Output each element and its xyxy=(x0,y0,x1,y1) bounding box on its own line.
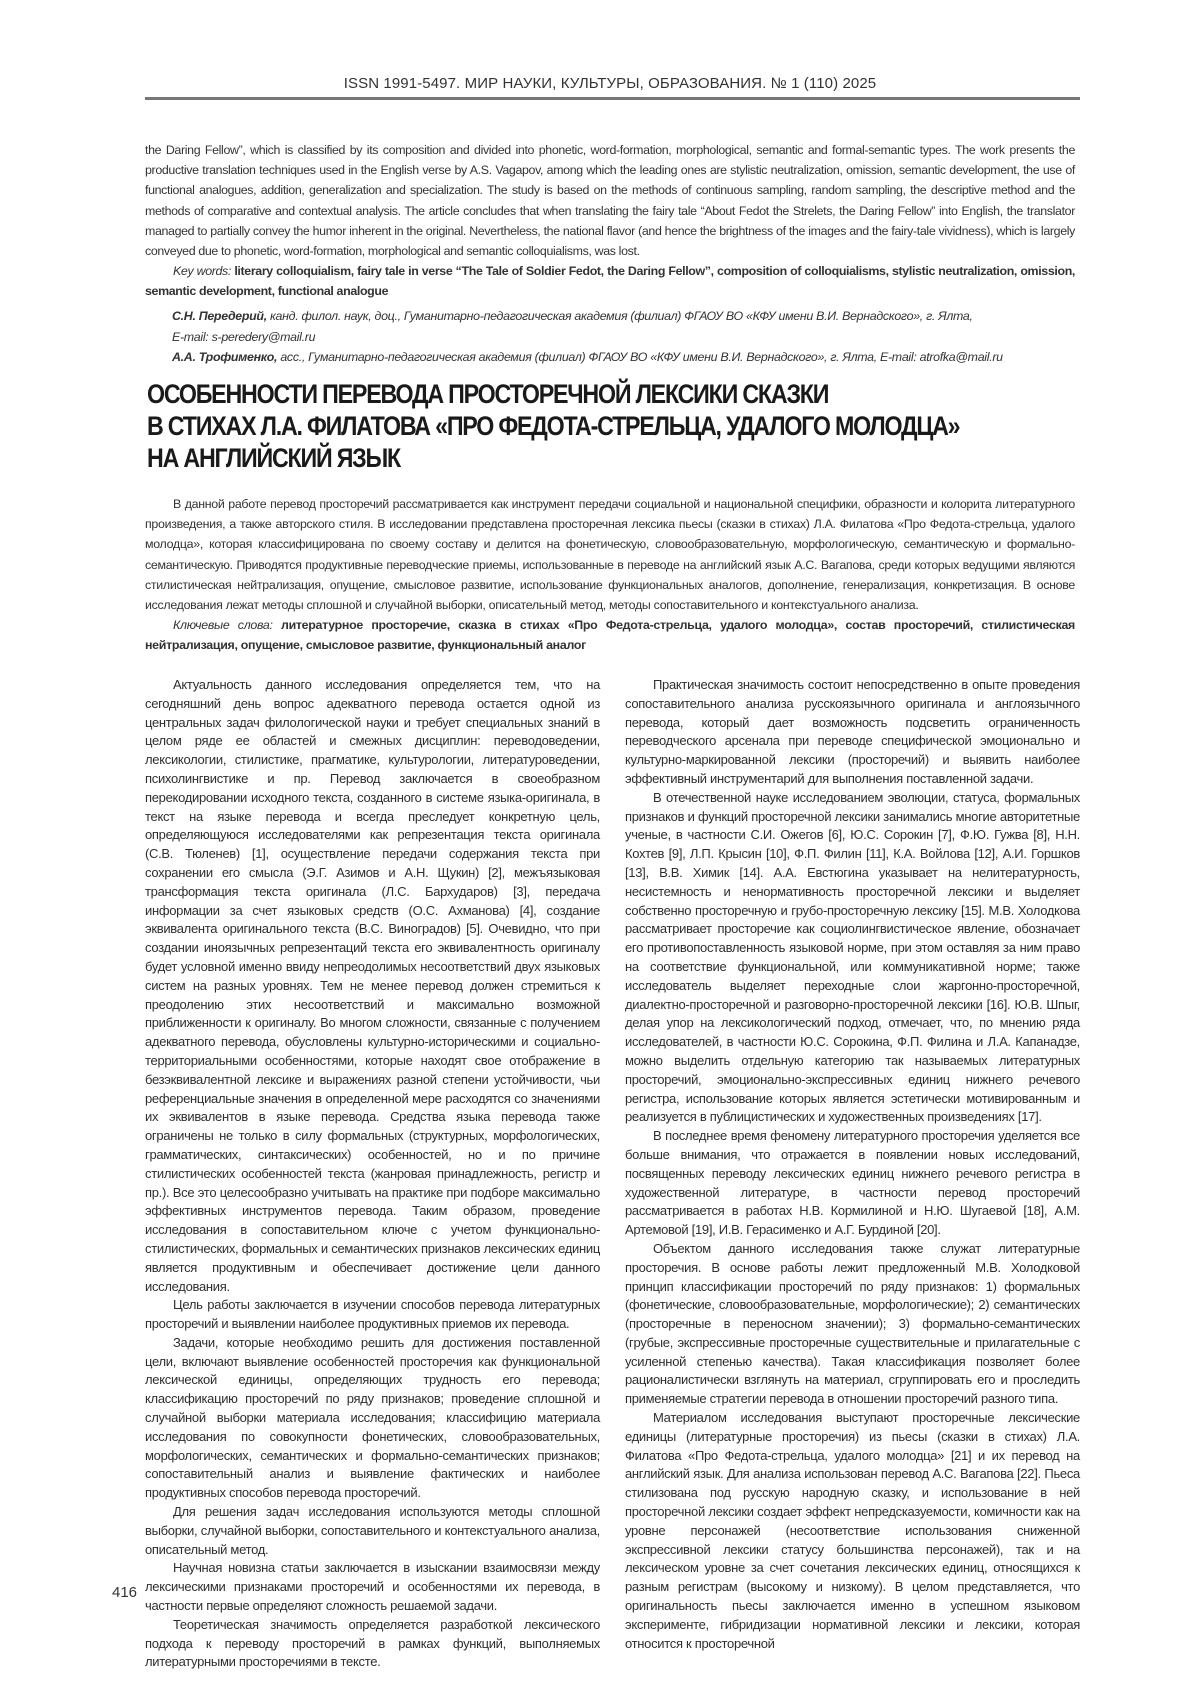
running-header: ISSN 1991-5497. МИР НАУКИ, КУЛЬТУРЫ, ОБРАЗОВАНИЯ. № 1 (110) 2025 xyxy=(343,75,877,92)
paragraph-theoretical-significance: Теоретическая значимость определяется разработкой лексического подхода к переводу просторечий в рамках функций, выполняемых литературными просторечиями в тексте. xyxy=(145,1616,600,1670)
paragraph-goal: Цель работы заключается в изучении способов перевода литературных просторечий и выявлении наиболее продуктивных приемов их перевода. xyxy=(145,1297,600,1332)
russian-keywords-text: литературное просторечие, сказка в стихах «Про Федота-стрельца, удалого молодца», состав просторечий, стилистическая нейтрализация, опущение, смысловое развитие, функциональный аналог xyxy=(145,618,1075,653)
english-keywords-text: literary colloquialism, fairy tale in verse “The Tale of Soldier Fedot, the Daring Fellow”, composition of colloquialisms, stylistic neutralization, omission, semantic development, functional analogue xyxy=(145,264,1076,299)
paragraph-literature-review: В отечественной науке исследованием эволюции, статуса, формальных признаков и функций просторечной лексики занимались многие авторитетные ученые, в частности С.И. Ожегов [6], Ю.С. Сорокин [7], Ф.Ю. Гужва [8], Н.Н. Кохтев [9], Л.П. Крысин [10], Ф.П. Филин [11], К.А. Войлова [12], А.И. Горшков [13], В.В. Химик [14]. А.А. Евстюгина указывает на нелитературность, несистемность и ненормативность просторечной лексики и выделяет собственно просторечную и грубо-просторечную лексику [15]. М.В. Холодкова рассматривает просторечие как социолингвистическое явление, обозначает его противопоставленность языковой норме, при этом оставляя за ним право на соответствие функциональной, или коммуникативной норме; также исследователь выделяет переходные слои жаргонно-просторечной, диалектно-просторечной и разговорно-просторечной лексики [16]. Ю.В. Шпыг, делая упор на лексикологический подход, отмечает, что, по мнению ряда исследователей, в частности Ю.С. Сорокина, Ф.П. Филина и Л.А. Капанадзе, можно выделить отдельную категорию так называемых литературных просторечий, эмоционально-экспрессивных единиц нижнего речевого регистра, использование которых является эстетически мотивированным и реализуется в публицистических и художественных произведениях [17]. xyxy=(625,789,1080,1125)
russian-abstract xyxy=(145,494,1075,656)
article-title xyxy=(147,378,1076,474)
paragraph-practical-significance: Практическая значимость состоит непосредственно в опыте проведения сопоставительного анализа русскоязычного оригинала и англоязычного перевода, который дает возможность подсветить ограниченность переводческого арсенала при переводе специфической эмоционально и культурно-маркированной лексики (просторечий) и выявить наиболее эффективный инструментарий для выполнения поставленной задачи. xyxy=(625,677,1080,786)
paragraph-relevance: Актуальность данного исследования определяется тем, что на сегодняшний день вопрос адекватного перевода остается одной из центральных задач филологической науки и требует специальных знаний в целом ряде ее областей и смежных дисциплин: переводоведении, лексикологии, стилистике, прагматике, культурологии, литературоведении, психолингвистике и пр. Перевод заключается в своеобразном перекодировании исходного текста, созданного в системе языка-оригинала, в текст на языке перевода и всегда преследует конкретную цель, определяющуюся исследователями как репрезентация текста оригинала (С.В. Тюленев) [1], осуществление передачи содержания текста при сохранении его смысла (Э.Г. Азимов и А.Н. Щукин) [2], межъязыковая трансформация текста оригинала (Л.С. Бархударов) [3], передача информации за счет языковых средств (О.С. Ахманова) [4], создание эквивалента оригинального текста (В.С. Виноградов) [5]. Очевидно, что при создании иноязычных репрезентаций текста его эквивалентность оригиналу будет условной именно ввиду непреодолимых несоответствий двух языковых систем на разных уровнях. Тем не менее перевод должен стремиться к преодолению этих несоответствий и максимально возможной приближенности к оригиналу. Во многом сложности, связанные с получением адекватного перевода, обусловлены культурно-историческими и социально-территориальными особенностями, которые находят свое отображение в безэквивалентной лексике и выражениях разной степени устойчивости, чьи референциальные значения в определенной мере расходятся со значениями их эквивалентов в языке перевода. Средства языка перевода также ограничены не только в силу формальных (структурных, морфологических, грамматических, синтаксических) особенностей, но и по причине стилистических особенностей текста (жанровая принадлежность, регистр и пр.). Все это целесообразно учитывать на практике при подборе максимально эффективных инструментов перевода. Таким образом, проведение исследования в сопоставительном ключе с учетом функционально-стилистических, формальных и семантических признаков лексических единиц является продуктивным и обеспечивает достижение цели данного исследования. xyxy=(145,677,600,1294)
body-left-column xyxy=(145,676,600,1672)
author-1 xyxy=(172,306,1077,327)
author-1-affiliation: канд. филол. наук, доц., Гуманитарно-педагогическая академия (филиал) ФГАОУ ВО «КФУ имени В.И. Вернадского», г. Ялта, xyxy=(270,309,973,323)
russian-keywords-label: Ключевые слова: xyxy=(173,618,273,633)
paragraph-tasks: Задачи, которые необходимо решить для достижения поставленной цели, включают выявление особенностей просторечия как функциональной лексической единицы, определяющих трудность его перевода; классификацию просторечий по ряду признаков; проведение сплошной и случайной выборки материала исследования; классифицию материала исследования по совокупности фонетических, словообразовательных, морфологических, семантических и формально-семантических признаков; сопоставительный анализ и выявление фактических и наиболее продуктивных способов перевода просторечий. xyxy=(145,1334,600,1501)
paragraph-recent-studies: В последнее время феномену литературного просторечия уделяется все больше внимания, что отражается в появлении новых исследований, посвященных переводу лексических единиц нижнего речевого регистра в художественной литературе, в частности перевод просторечий рассматривается в работах Н.В. Кормилиной и Н.Ю. Шугаевой [18], А.М. Артемовой [19], И.В. Герасименко и А.Г. Бурдиной [20]. xyxy=(625,1128,1080,1238)
author-2-name: А.А. Трофименко, xyxy=(172,350,278,364)
english-keywords xyxy=(145,261,1075,301)
body-right-column xyxy=(625,676,1080,1653)
paragraph-research-material: Материалом исследования выступают просторечные лексические единицы (литературные просторечия) из пьесы (сказки в стихах) Л.А. Филатова «Про Федота-стрельца, удалого молодца» [21] и их перевод на английский язык. Для анализа использован перевод А.С. Вагапова [22]. Пьеса стилизована под русскую народную сказку, и использование в ней просторечной лексики создает эффект непредсказуемости, комичности как на уровне персонажей (несоответствие использования сниженной экспрессивной лексики статусу большинства персонажей), так и на лексическом уровне за счет сочетания лексических единиц, относящихся к разным регистрам (высокому и низкому). В целом представляется, что оригинальность пьесы заключается именно в успешном языковом эксперименте, гибридизации нормативной лексики и лексики, которая относится к просторечной xyxy=(625,1410,1080,1651)
paragraph-research-object: Объектом данного исследования также служат литературные просторечия. В основе работы лежит предложенный М.В. Холодковой принцип классификации просторечий по ряду признаков: 1) формальных (фонетические, словообразовательные, морфологические); 2) семантических (просторечные в переносном значении); 3) формально-семантических (грубые, экспрессивные просторечные существительные и прилагательные с усиленной степенью качества). Такая классификация позволяет более рационалистически взглянуть на материал, сгруппировать его и проследить применяемые стратегии перевода в отношении просторечий разного типа. xyxy=(625,1240,1080,1407)
title-line-1: ОСОБЕННОСТИ ПЕРЕВОДА ПРОСТОРЕЧНОЙ ЛЕКСИКИ СКАЗКИ xyxy=(147,379,829,409)
english-abstract xyxy=(145,140,1075,302)
paragraph-methods: Для решения задач исследования используются методы сплошной выборки, случайной выборки, сопоставительного и контекстуального анализа, описательный метод. xyxy=(145,1504,600,1557)
russian-keywords xyxy=(145,615,1075,655)
author-1-name: С.Н. Передерий, xyxy=(172,309,267,323)
paragraph-novelty: Научная новизна статьи заключается в изыскании взаимосвязи между лексическими признаками просторечий и особенностями их перевода, в частности первые определяют сложность решаемой задачи. xyxy=(145,1560,600,1614)
author-2-affiliation: асс., Гуманитарно-педагогическая академия (филиал) ФГАОУ ВО «КФУ имени В.И. Вернадского», г. Ялта, E-mail: atrofka@mail.ru xyxy=(280,350,1003,364)
title-line-3: НА АНГЛИЙСКИЙ ЯЗЫК xyxy=(147,443,401,473)
english-abstract-text: the Daring Fellow”, which is classified by its composition and divided into phonetic, word-formation, morphological, semantic and formal-semantic types. The work presents the productive translation techniques used in the English verse by A.S. Vagapov, among which the leading ones are stylistic neutralization, omission, semantic development, the use of functional analogues, addition, generalization and specialization. The study is based on the methods of continuous sampling, random sampling, the descriptive method and the methods of comparative and contextual analysis. The article concludes that when translating the fairy tale “About Fedot the Strelets, the Daring Fellow” into English, the translator managed to partially convey the humor inherent in the original. Nevertheless, the national flavor (and hence the brightness of the images and the fairy-tale vividness), which is largely conveyed due to phonetic, word-formation, morphological and semantic colloquialisms, was lost. xyxy=(145,143,1075,259)
author-1-email[interactable]: E-mail: s-peredery@mail.ru xyxy=(172,329,316,344)
page-number: 416 xyxy=(112,1584,138,1601)
author-block xyxy=(172,306,1077,368)
header-divider xyxy=(145,97,1080,100)
english-keywords-label: Key words: xyxy=(173,264,231,279)
author-2 xyxy=(172,347,1077,368)
title-line-2: В СТИХАХ Л.А. ФИЛАТОВА «ПРО ФЕДОТА-СТРЕЛЬЦА, УДАЛОГО МОЛОДЦА» xyxy=(147,411,960,441)
russian-abstract-text: В данной работе перевод просторечий рассматривается как инструмент передачи социальной и национальной специфики, образности и колорита литературного произведения, а также авторского стиля. В исследовании представлена просторечная лексика пьесы (сказки в стихах) Л.А. Филатова «Про Федота-стрельца, удалого молодца», которая классифицирована по своему составу и делится на фонетическую, словообразовательную, морфологическую, семантическую и формально-семантическую. Приводятся продуктивные переводческие приемы, использованные в переводе на английский язык А.С. Вагапова, среди которых ведущими являются стилистическая нейтрализация, опущение, смысловое развитие, использование функциональных аналогов, дополнение, генерализация, конкретизация. В основе исследования лежат методы сплошной и случайной выборки, описательный метод, методы сопоставительного и контекстуального анализа. xyxy=(145,497,1075,613)
